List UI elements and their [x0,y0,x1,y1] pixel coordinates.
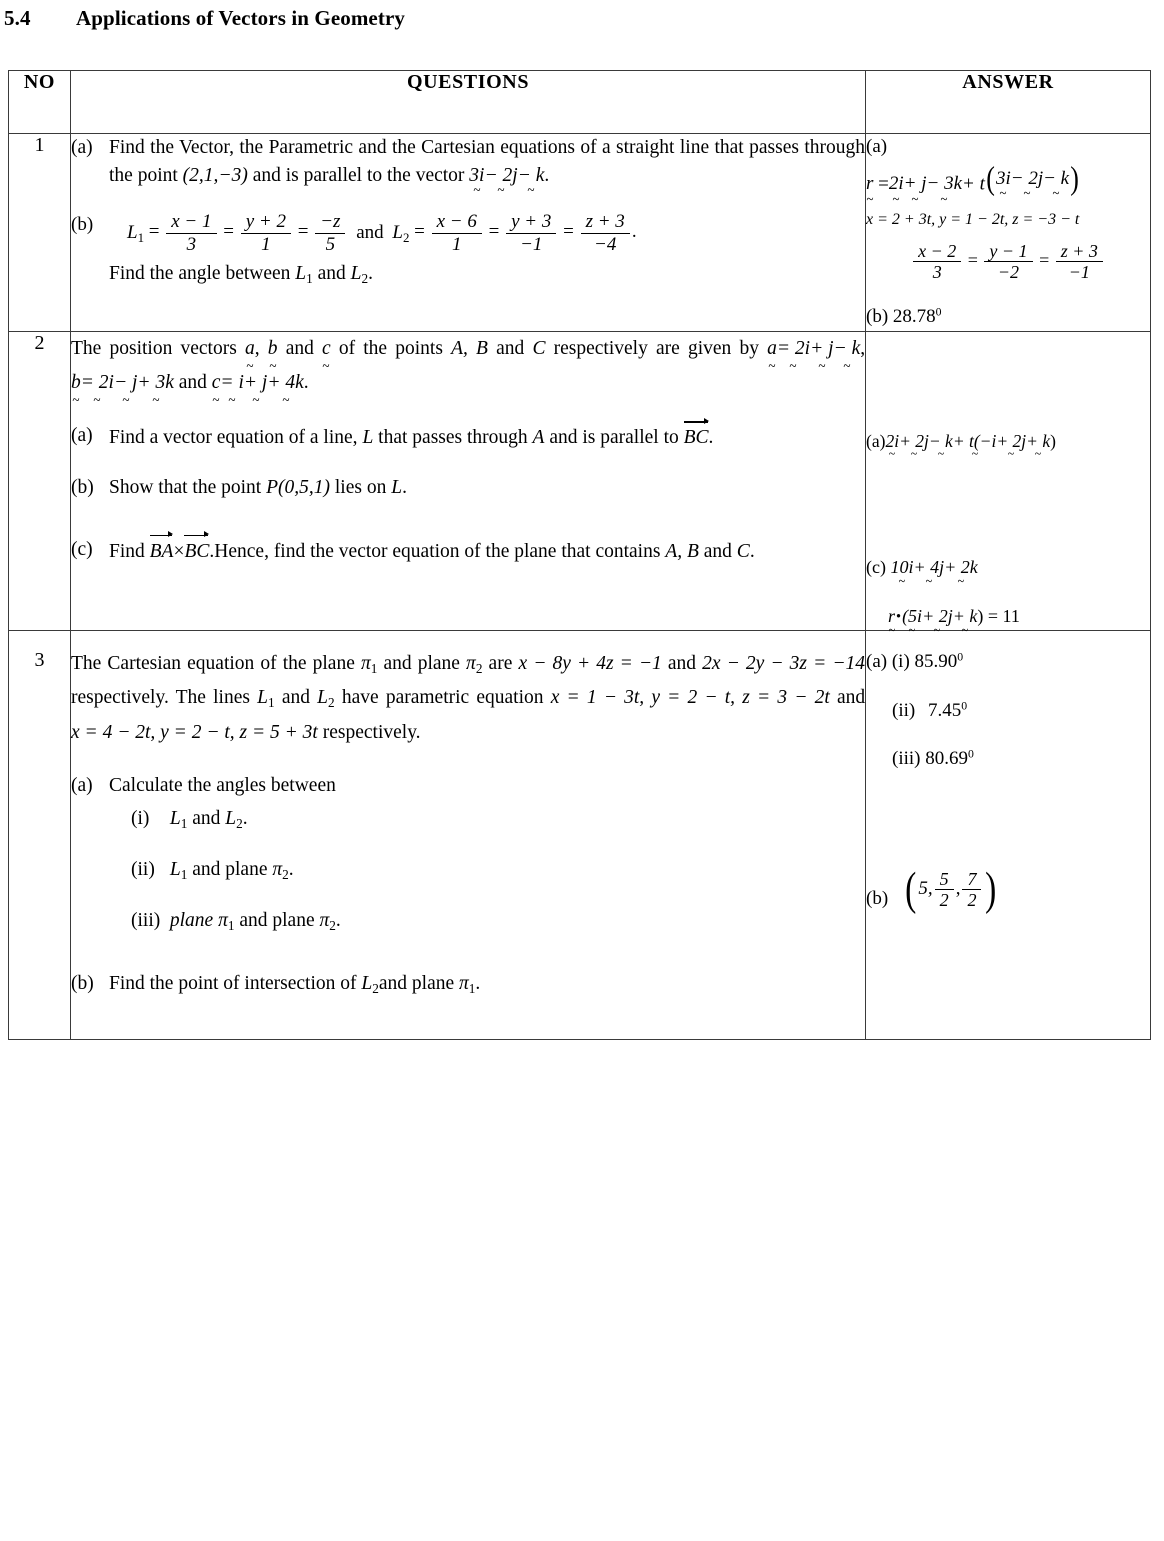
question-2-intro: The position vectors a ~, b ~ and c ~ of the points A, B and C respectively are given by a ~= 2i ~+ j ~− k ~, b ~= 2i ~− j ~+ 3k ~ and c ~= i ~+ j ~+ 4k ~. [71,332,865,400]
subpart-label: (iii) [892,748,921,770]
questions-answers-table [8,70,1151,1040]
spacer [71,936,865,970]
part-label: (a) [71,425,93,447]
eq-sign: = [488,221,500,243]
spacer [109,885,865,907]
term-4j: + 4j ~ [914,554,945,581]
degree-symbol: 0 [935,305,942,319]
subpart-label: (i) [131,808,150,830]
row-number: 3 [9,631,71,1039]
plane-pi1: $\pi_1$ [459,972,476,996]
question-3-intro: The Cartesian equation of the plane $\pi_1$ and plane $\pi_2$ are x − 8y + 4z = −1 and 2x − 2y − 3z = −14 respectively. The lines $L_1$ and $L_2$ have parametric equation x = 1 − 3t, y = 2 − t, z = 3 − 2t and x = 4 − 2t, y = 2 − t, z = 5 + 3t respectively. [71,653,866,743]
spacer [866,581,1150,603]
q1b-line2: Find the angle between $L_1$ and $L_2$. [109,262,374,286]
term-10i: 10i ~ [890,554,913,581]
item-b: $\pi_2$ [319,909,336,933]
spacer [71,502,865,536]
term-k: − k ~ [929,428,953,454]
vector-BC-arrow: BC [184,536,209,566]
term-j: + j ~ [904,170,927,199]
part-label: (a) [71,774,93,796]
rhs-value: = 11 [987,606,1020,627]
part-label: (b) [866,888,889,910]
term-t: + t [962,173,985,195]
row-number: 2 [9,332,71,631]
definition-b: b ~= 2i ~− j ~+ 3k ~ [71,372,174,393]
q1a-text-2: and is parallel to the vector [252,164,465,186]
points-AB: A, B [665,540,699,562]
question-3b [71,970,865,999]
vector-term-k: − k ~ [518,162,545,190]
eq-sign: = [148,221,160,243]
section-heading [4,6,1160,31]
cross-product-symbol: × [173,540,185,562]
question-1b [71,211,865,288]
parametric-equation-2: x = 4 − 2t, y = 2 − t, z = 5 + 3t [71,721,318,743]
q1b-L1-ref: $L_1$ [295,262,313,286]
vector-term-2j: − 2j ~ [484,162,517,190]
fraction: $\frac{y + 2}{1}$ [241,211,291,255]
term-2i: 2i ~ [889,170,904,199]
spacer [866,231,1150,241]
plane-pi2: $\pi_2$ [466,653,483,677]
part-label: (c) [71,538,93,560]
spacer [866,773,1150,869]
parametric-equation-1: x = 1 − 3t, y = 2 − t, z = 3 − 2t [550,687,830,709]
vector-r: r ~ [866,170,873,199]
points-AB: A, B [451,338,488,360]
term-2j: + 2j ~ [996,428,1026,454]
fraction: $\frac{-z}{5}$ [315,211,345,255]
answer-1a-parametric: x = 2 + 3t, y = 1 − 2t, z = −3 − t [866,210,1080,228]
q1b-L2-ref: $L_2$ [350,262,369,286]
item-b: $\pi_2$ [272,859,289,883]
coord-y-fraction: $\frac{5}{2}$ [935,869,954,910]
q1a-point: (2,1,−3) [182,164,248,186]
question-3a-i: (i) $L_1$ and $L_2$. [109,799,865,834]
answer-3b [866,864,1150,916]
q1b-equations [109,211,865,255]
point-C: C [736,540,750,562]
question-2a [71,422,865,452]
term-2j: − 2j ~ [1011,165,1043,194]
part-label: (b) [866,306,889,328]
spacer [866,199,1150,209]
part-body [109,772,865,936]
part-label: (b) [71,214,94,236]
item-a: $L_1$ [169,859,188,883]
coord-z-fraction: $\frac{7}{2}$ [962,869,981,910]
line-L: L [391,476,403,498]
conjunction-and: and [356,221,384,243]
paren-group: ( 3i ~ − 2j ~ − k ~ ) [985,165,1080,194]
table-header-row [9,71,1151,134]
spacer [71,452,865,474]
spacer [71,189,865,211]
spacer [71,631,865,647]
question-3a-ii: (ii) $L_1$ and plane $\pi_2$. [109,856,865,885]
part-label: (c) [866,557,886,578]
table-row [9,631,1151,1039]
term-5i: (5i ~ [902,603,922,630]
question-cell-3 [71,631,866,1039]
question-cell-2 [71,332,866,631]
line-L1: $L_1$ [257,687,275,711]
answer-cell-1 [866,134,1151,332]
part-label: (a) [866,431,886,452]
plane-equation-2: 2x − 2y − 3z = −14 [702,653,865,675]
answer-1a-label: (a) [866,136,888,157]
spacer [71,750,865,772]
fraction: $\frac{x - 2}{3}$ [913,241,961,282]
spacer [109,834,865,856]
spacer [71,400,865,422]
answer-2c-plane-equation: r ~•(5i ~+ 2j ~+ k ~) = 11 [866,603,1150,630]
vector-a: a ~ [245,332,255,366]
angle-value: 28.78 [892,306,936,328]
q1a-text-1: Find the Vector, the Parametric and the Cartesian equations of a straight line that passes through the point [109,137,865,186]
term-t-neg-i: + t(−i ~ [953,428,997,454]
column-header-answer: ANSWER [866,71,1151,134]
answer-1a-vector-equation [866,160,1150,199]
column-header-questions: QUESTIONS [71,71,866,134]
question-1a [71,134,865,189]
part-body [109,211,865,288]
angle-value: 80.69 [925,748,968,770]
definition-c: c ~= i ~+ j ~+ 4k ~. [212,372,309,393]
term-2j: + 2j ~ [922,603,953,630]
row-number: 1 [9,134,71,332]
line-L2: $L_2$ [317,687,335,711]
fraction: $\frac{y - 1}{-2}$ [984,241,1032,282]
answer-cell-3 [866,631,1151,1039]
point-C: C [532,338,546,360]
question-2c [71,536,865,566]
vector-r: r ~ [888,603,895,630]
part-label: (b) [71,476,94,498]
answer-1b [866,304,1150,331]
item-a: $L_1$ [169,808,188,832]
spacer [866,332,1150,428]
q1a-period: . [544,164,550,186]
vector-c: c ~ [322,332,331,366]
point-coordinates: ( 5, $\frac{5}{2}$ , $\frac{7}{2}$ ) [905,864,997,916]
fraction: $\frac{z + 3}{-1}$ [1056,241,1103,282]
eq-sign: = [878,173,889,195]
fraction: $\frac{x - 1}{3}$ [166,211,216,255]
term-2j: + 2j ~ [899,428,929,454]
eq-sign: = [223,221,234,243]
q1b-L2: $L_2$ [392,221,410,245]
table-row [9,332,1151,631]
subpart-label: (ii) [131,859,155,881]
fraction: $\frac{y + 3}{-1}$ [506,211,556,255]
item-b: $L_2$ [225,808,243,832]
eq-sign: = [563,221,574,243]
degree-symbol: 0 [957,650,964,664]
question-2b [71,474,865,502]
dot-product-symbol: • [896,609,902,626]
coord-x: 5, [918,878,933,900]
answer-3a-iii [866,746,1150,773]
term-3i: 3i ~ [996,165,1011,194]
fraction: $\frac{z + 3}{-4}$ [581,211,630,255]
part-label: (a) [71,137,93,158]
line-L2: $L_2$ [361,972,379,996]
eq-sign: = [1039,249,1050,270]
item-a: plane $\pi_1$ [169,909,235,933]
eq-sign: = [414,221,425,243]
plane-equation-1: x − 8y + 4z = −1 [518,653,662,675]
eq-sign: = [297,221,309,243]
spacer [866,676,1150,698]
vector-BA-arrow: BA [150,536,174,566]
answer-2c [866,554,1150,581]
degree-symbol: 0 [968,747,974,761]
term-k: − k ~ [1043,165,1069,194]
question-3a [71,772,865,936]
part-body: Find the point of intersection of $L_2and$ plane $\pi_1$. [109,972,481,996]
q3a-text: Calculate the angles between [109,774,336,796]
part-body: Show that the point P(0,5,1) lies on L. [109,476,407,498]
line-L: L [362,427,374,449]
angle-value: 7.45 [927,699,962,721]
section-number: 5.4 [4,6,31,30]
subpart-label: (iii) [131,909,161,931]
part-label: (b) [71,972,94,994]
subpart-label: (i) [891,651,910,673]
question-cell-1 [71,134,866,332]
degree-symbol: 0 [961,699,968,713]
answer-3a-ii [866,698,1150,725]
spacer [866,454,1150,554]
period: . [631,221,637,243]
table-row [9,134,1151,332]
spacer [866,724,1150,746]
definition-a: a ~= 2i ~+ j ~− k ~, [767,338,865,359]
subpart-label: (ii) [892,699,916,721]
q1a-vector [469,165,549,186]
part-body [109,134,865,189]
answer-1a-cartesian [866,241,1150,282]
term-2i: 2i ~ [885,428,899,454]
plane-pi1: $\pi_1$ [360,653,378,677]
vector-term-3i: 3i ~ [469,162,484,190]
term-k: + k ~ [1026,428,1050,454]
eq-sign: = [967,249,978,270]
term-2k: + 2k ~ [944,554,978,581]
part-body: Find BA×BC.Hence, find the vector equation of the plane that contains A, B and C. [109,536,865,566]
answer-cell-2 [866,332,1151,631]
answer-2a: (a)2i ~+ 2j ~− k ~+ t(−i ~+ 2j ~+ k ~) [866,428,1150,454]
spacer [71,999,865,1039]
answer-3a-i [866,649,1150,676]
vector-b: b ~ [268,332,278,366]
vector-BC-arrow: BC [684,422,709,452]
fraction: $\frac{x - 6}{1}$ [432,211,482,255]
term-k: + k ~ [953,603,978,630]
term-3k: − 3k ~ [927,170,963,199]
spacer [866,282,1150,304]
point-P: P(0,5,1) [266,476,330,498]
section-title: Applications of Vectors in Geometry [76,6,405,30]
part-body: Find a vector equation of a line, L that passes through A and is parallel to BC. [109,422,865,452]
question-3a-iii: (iii) plane $\pi_1$ and plane $\pi_2$. [109,907,865,936]
point-A: A [532,427,545,449]
q1b-L1: $L_1$ [127,221,145,245]
part-label: (a) [866,651,888,673]
angle-value: 85.90 [914,651,958,673]
column-header-no: NO [9,71,71,134]
